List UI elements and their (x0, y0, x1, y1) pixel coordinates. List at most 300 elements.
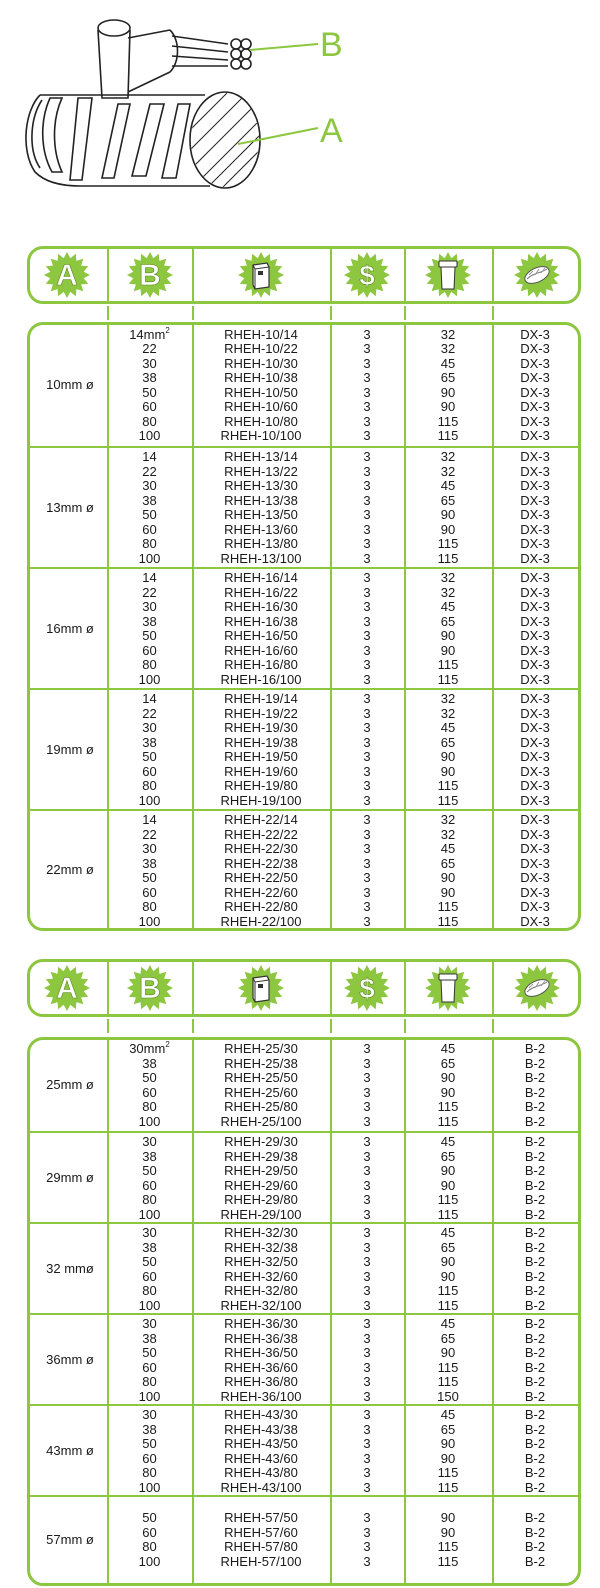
table-cell: DX-3 (520, 812, 550, 827)
table-cell: 45 (440, 841, 456, 856)
quantity-column (404, 1042, 492, 1129)
table-cell: DX-3 (520, 384, 550, 400)
table-cell: 115 (437, 1539, 459, 1554)
table-cell: 30 (142, 478, 157, 493)
part-number-column (192, 813, 330, 929)
table-cell: 30 (142, 1407, 157, 1422)
table-cell: 3 (363, 1316, 371, 1331)
table-cell: RHEH-29/60 (224, 1177, 298, 1193)
table-cell: 22 (142, 341, 157, 356)
table-cell: 3 (363, 1524, 371, 1540)
table-cell: 60 (142, 399, 157, 414)
table-cell: RHEH-36/38 (224, 1330, 298, 1346)
die-column (492, 692, 578, 808)
table-cell: 3 (363, 1283, 371, 1298)
part-number-column (192, 328, 330, 444)
strip-divider (404, 1019, 406, 1033)
table-cell: 3 (363, 1539, 371, 1554)
group-size-label: 25mm ø (46, 1076, 94, 1092)
table-cell: B-2 (524, 1465, 546, 1480)
table-cell: DX-3 (520, 826, 550, 842)
table-cell: 60 (142, 1524, 157, 1540)
pack-column (330, 1317, 404, 1404)
die-column (492, 1042, 578, 1129)
table-cell: B-2 (524, 1436, 546, 1451)
quantity-column (404, 692, 492, 808)
table-body (27, 322, 581, 931)
table-cell: 3 (363, 478, 371, 493)
table-cell: 50 (142, 870, 157, 885)
header-cell (237, 964, 285, 1017)
header-divider (330, 249, 332, 301)
table-cell: B-2 (524, 1359, 546, 1375)
table-cell: 115 (437, 671, 459, 687)
table-cell: 38 (142, 1330, 157, 1346)
table-cell: RHEH-29/30 (224, 1134, 298, 1149)
dollar-badge-icon (343, 964, 391, 1012)
table-cell: B-2 (524, 1225, 546, 1240)
table-cell: 3 (363, 492, 371, 508)
label-b: B (320, 26, 343, 64)
dollar-badge-icon (343, 251, 391, 299)
table-cell: 90 (440, 1450, 456, 1466)
table-cell: 30 (142, 599, 157, 614)
table-cell: 32 (440, 449, 456, 464)
table-cell: DX-3 (520, 599, 550, 614)
table-cell: DX-3 (520, 326, 550, 342)
table-cell: DX-3 (520, 413, 550, 429)
table-cell: B-2 (524, 1055, 546, 1071)
table-cell: RHEH-10/80 (224, 413, 298, 429)
quantity-column (404, 1408, 492, 1495)
table-cell: 38 (142, 1421, 157, 1437)
table-cell: DX-3 (520, 521, 550, 537)
table-cell: RHEH-22/14 (224, 812, 298, 827)
size-group (30, 1404, 578, 1497)
cross-section-column (107, 1226, 192, 1313)
table-cell: 38 (142, 1148, 157, 1164)
header-cell (43, 251, 91, 304)
table-cell: 100 (138, 550, 161, 566)
table-cell: 50 (142, 749, 157, 764)
table-cell: 50 (142, 1070, 157, 1085)
pack-column (330, 571, 404, 687)
quantity-column (404, 1135, 492, 1222)
table-cell: B-2 (524, 1254, 546, 1269)
table-cell: 115 (437, 899, 459, 914)
header-cell (237, 251, 285, 304)
table-cell: RHEH-22/30 (224, 841, 298, 856)
table-cell: 80 (142, 1465, 157, 1480)
table-cell: RHEH-36/100 (220, 1388, 302, 1404)
table-cell: 45 (440, 478, 456, 493)
table-cell: 45 (440, 599, 456, 614)
b-letter-badge-icon (126, 964, 174, 1012)
table-cell: DX-3 (520, 463, 550, 479)
table-cell: 60 (142, 1084, 157, 1100)
table-cell: B-2 (524, 1407, 546, 1422)
table-cell: 100 (138, 671, 161, 687)
header-cell (343, 964, 391, 1017)
table-cell: 115 (437, 1479, 459, 1495)
table-cell: RHEH-43/100 (220, 1479, 302, 1495)
table-cell: 3 (363, 1268, 371, 1284)
table-cell: 90 (440, 1268, 456, 1284)
pack-column (330, 813, 404, 929)
table-cell: 3 (363, 1113, 371, 1129)
a-letter-badge-icon (43, 964, 91, 1012)
table-cell: 30 (142, 720, 157, 735)
table-cell: RHEH-19/60 (224, 763, 298, 779)
table-cell: DX-3 (520, 657, 550, 672)
cross-section-column (107, 1042, 192, 1129)
table-cell: RHEH-57/100 (220, 1553, 302, 1569)
table-cell: RHEH-13/60 (224, 521, 298, 537)
table-cell: 115 (437, 1465, 459, 1480)
table-cell: 115 (437, 1206, 459, 1222)
table-cell: 22 (142, 705, 157, 721)
cross-section-column (107, 571, 192, 687)
table-cell: RHEH-22/22 (224, 826, 298, 842)
table-cell: DX-3 (520, 550, 550, 566)
table-cell: 65 (440, 370, 456, 385)
table-cell: 90 (440, 1070, 456, 1085)
header-cell (126, 251, 174, 304)
table-cell: 3 (363, 1330, 371, 1346)
table-cell: 3 (363, 1553, 371, 1569)
table-cell: B-2 (524, 1177, 546, 1193)
table-cell: 3 (363, 1192, 371, 1207)
header-divider (492, 249, 494, 301)
header-divider (404, 962, 406, 1014)
header-cell (126, 964, 174, 1017)
group-size-label: 32 mmø (46, 1260, 94, 1276)
table-header (27, 959, 581, 1017)
table-cell: 3 (363, 1359, 371, 1375)
table-cell: RHEH-19/22 (224, 705, 298, 721)
table-cell: 3 (363, 1450, 371, 1466)
table-cell: 3 (363, 1163, 371, 1178)
table-cell: RHEH-16/30 (224, 599, 298, 614)
svg-text:$: $ (359, 260, 375, 291)
header-cell (424, 251, 472, 304)
table-cell: RHEH-32/60 (224, 1268, 298, 1284)
header-cell (513, 251, 561, 304)
table-cell: 100 (138, 1388, 161, 1404)
table-cell: 115 (437, 1099, 459, 1114)
table-cell: B-2 (524, 1553, 546, 1569)
table-cell: 3 (363, 749, 371, 764)
table-cell: DX-3 (520, 763, 550, 779)
size-group (30, 1131, 578, 1224)
table-cell: 50 (142, 1254, 157, 1269)
table-cell: DX-3 (520, 399, 550, 414)
table-cell: DX-3 (520, 628, 550, 643)
strip-divider (330, 306, 332, 320)
group-size-label: 19mm ø (46, 741, 94, 757)
table-cell: RHEH-13/80 (224, 536, 298, 551)
table-cell: 3 (363, 1374, 371, 1389)
table-cell: 100 (138, 913, 161, 929)
header-divider (192, 249, 194, 301)
table-cell: 3 (363, 1479, 371, 1495)
cross-section-column (107, 450, 192, 566)
table-cell: RHEH-19/38 (224, 734, 298, 750)
table-cell: RHEH-29/50 (224, 1163, 298, 1178)
table-cell: B-2 (524, 1374, 546, 1389)
strip-divider (492, 1019, 494, 1033)
table-cell: 3 (363, 1099, 371, 1114)
die-column (492, 571, 578, 687)
table-cell: 3 (363, 428, 371, 443)
table-cell: 32 (440, 341, 456, 356)
cross-section-column (107, 692, 192, 808)
table-cell: RHEH-13/22 (224, 463, 298, 479)
table-cell: 32 (440, 705, 456, 721)
table-cell: 90 (440, 521, 456, 537)
table-cell: 3 (363, 1177, 371, 1193)
table-cell: 100 (138, 1113, 161, 1129)
table-cell: RHEH-19/100 (220, 792, 302, 808)
table-cell: 3 (363, 1388, 371, 1404)
strip-divider (192, 306, 194, 320)
size-group (30, 809, 578, 930)
a-letter-badge-icon (43, 251, 91, 299)
table-cell: 3 (363, 599, 371, 614)
table-cell: RHEH-43/30 (224, 1407, 298, 1422)
table-cell: 3 (363, 642, 371, 658)
table-cell: 22 (142, 463, 157, 479)
table-cell: 3 (363, 1345, 371, 1360)
table-cell: 3 (363, 855, 371, 871)
strip-divider (492, 306, 494, 320)
table-cell: 50 (142, 507, 157, 522)
die-column (492, 450, 578, 566)
pack-column (330, 1042, 404, 1129)
table-cell: 3 (363, 1297, 371, 1313)
table-cell: RHEH-13/100 (220, 550, 302, 566)
cross-section-column (107, 1135, 192, 1222)
table-cell: 22 (142, 584, 157, 600)
table-cell: 3 (363, 1239, 371, 1255)
size-group (30, 325, 578, 446)
table-cell: DX-3 (520, 370, 550, 385)
quantity-column (404, 813, 492, 929)
table-cell: 3 (363, 341, 371, 356)
table-cell: 115 (437, 913, 459, 929)
table-cell: 90 (440, 1345, 456, 1360)
table-cell: DX-3 (520, 536, 550, 551)
table-cell: 3 (363, 550, 371, 566)
header-cell (43, 964, 91, 1017)
table-cell: 38 (142, 613, 157, 629)
table-cell: RHEH-19/50 (224, 749, 298, 764)
size-group (30, 1222, 578, 1315)
quantity-column (404, 450, 492, 566)
table-cell: 3 (363, 1041, 371, 1056)
table-cell: DX-3 (520, 870, 550, 885)
table-cell: 60 (142, 884, 157, 900)
table-cell: 60 (142, 1268, 157, 1284)
table-cell: 80 (142, 899, 157, 914)
svg-text:B: B (138, 259, 161, 292)
table-cell: B-2 (524, 1421, 546, 1437)
table-cell: RHEH-19/14 (224, 691, 298, 706)
table-cell: 60 (142, 763, 157, 779)
quantity-column (404, 571, 492, 687)
header-cell (513, 964, 561, 1017)
table-cell: 3 (363, 763, 371, 779)
table-cell: 3 (363, 705, 371, 721)
quantity-column (404, 328, 492, 444)
table-cell: 60 (142, 521, 157, 537)
cross-section-column (107, 1317, 192, 1404)
table-cell: DX-3 (520, 855, 550, 871)
table-cell: 3 (363, 449, 371, 464)
b-letter-badge-icon (126, 251, 174, 299)
size-group (30, 567, 578, 690)
table-cell: 3 (363, 570, 371, 585)
table-cell: 50 (142, 628, 157, 643)
table-cell: 80 (142, 1539, 157, 1554)
table-cell: B-2 (524, 1510, 546, 1525)
table-cell: 65 (440, 492, 456, 508)
part-number-column (192, 1317, 330, 1404)
table-cell: RHEH-25/80 (224, 1099, 298, 1114)
table-cell: 3 (363, 671, 371, 687)
table-cell: RHEH-32/50 (224, 1254, 298, 1269)
table-cell: 3 (363, 1055, 371, 1071)
group-size-label: 36mm ø (46, 1351, 94, 1367)
table-cell: 3 (363, 720, 371, 735)
table-cell: 115 (437, 1359, 459, 1375)
table-cell: DX-3 (520, 507, 550, 522)
container-jar-icon (424, 964, 472, 1012)
cross-section-column (107, 325, 192, 444)
header-divider (107, 249, 109, 301)
table-cell: 3 (363, 870, 371, 885)
table-cell: 100 (138, 1206, 161, 1222)
table-cell: 3 (363, 1436, 371, 1451)
table-cell: 38 (142, 492, 157, 508)
table-cell: 150 (437, 1388, 459, 1404)
table-cell: DX-3 (520, 492, 550, 508)
table-cell: 115 (437, 550, 459, 566)
table-cell: B-2 (524, 1330, 546, 1346)
table-cell: 90 (440, 870, 456, 885)
table-cell: 100 (138, 428, 161, 443)
table-cell: RHEH-57/50 (224, 1510, 298, 1525)
table-cell: 30 (142, 1316, 157, 1331)
table-cell: 115 (437, 413, 459, 429)
table-cell: 3 (363, 1407, 371, 1422)
cable-connector-illustration (0, 0, 600, 230)
table-cell: DX-3 (520, 705, 550, 721)
die-column (492, 1408, 578, 1495)
table-cell: 115 (437, 1113, 459, 1129)
table-cell: 90 (440, 507, 456, 522)
table-cell: 32 (440, 570, 456, 585)
container-jar-icon (424, 251, 472, 299)
table-cell: 32 (440, 463, 456, 479)
table-cell: 60 (142, 642, 157, 658)
pack-column (330, 1226, 404, 1313)
crimp-lug-icon (513, 251, 561, 299)
part-number-column (192, 692, 330, 808)
table-cell: 115 (437, 1297, 459, 1313)
table-cell: 3 (363, 778, 371, 793)
header-divider (330, 962, 332, 1014)
table-cell: RHEH-43/50 (224, 1436, 298, 1451)
table-cell: DX-3 (520, 792, 550, 808)
table-cell: B-2 (524, 1479, 546, 1495)
strip-divider (107, 306, 109, 320)
table-cell: 100 (138, 1297, 161, 1313)
table-cell: 90 (440, 642, 456, 658)
table-cell: RHEH-36/60 (224, 1359, 298, 1375)
table-cell: RHEH-43/60 (224, 1450, 298, 1466)
table-cell: DX-3 (520, 449, 550, 464)
group-size-label: 22mm ø (46, 861, 94, 877)
table-cell: 3 (363, 628, 371, 643)
table-cell: B-2 (524, 1345, 546, 1360)
table-cell: DX-3 (520, 355, 550, 371)
table-cell: B-2 (524, 1134, 546, 1149)
size-group (30, 688, 578, 811)
table-cell: $30mm^2$ (129, 1040, 170, 1056)
table-cell: RHEH-16/14 (224, 570, 298, 585)
table-cell: 90 (440, 884, 456, 900)
part-number-column (192, 1408, 330, 1495)
table-cell: 14 (142, 691, 157, 706)
table-cell: DX-3 (520, 584, 550, 600)
table-cell: 3 (363, 1225, 371, 1240)
box-package-icon (237, 251, 285, 299)
table-cell: 90 (440, 763, 456, 779)
svg-text:A: A (56, 259, 78, 292)
table-cell: B-2 (524, 1297, 546, 1313)
table-cell: RHEH-57/60 (224, 1524, 298, 1540)
table-cell: 3 (363, 536, 371, 551)
table-cell: 50 (142, 1163, 157, 1178)
die-column (492, 1226, 578, 1313)
table-cell: 38 (142, 1055, 157, 1071)
part-number-column (192, 1135, 330, 1222)
table-cell: RHEH-16/60 (224, 642, 298, 658)
table-cell: 3 (363, 463, 371, 479)
table-cell: RHEH-25/30 (224, 1041, 298, 1056)
table-cell: RHEH-43/80 (224, 1465, 298, 1480)
quantity-column (404, 1226, 492, 1313)
part-number-column (192, 1226, 330, 1313)
table-cell: 45 (440, 355, 456, 371)
table-cell: 65 (440, 1330, 456, 1346)
strip-divider (107, 1019, 109, 1033)
table-cell: 3 (363, 1254, 371, 1269)
table-cell: B-2 (524, 1206, 546, 1222)
table-cell: 90 (440, 1084, 456, 1100)
svg-text:A: A (56, 972, 78, 1005)
table-cell: RHEH-32/80 (224, 1283, 298, 1298)
table-cell: RHEH-16/80 (224, 657, 298, 672)
table-cell: B-2 (524, 1239, 546, 1255)
table-cell: RHEH-32/100 (220, 1297, 302, 1313)
table-cell: B-2 (524, 1388, 546, 1404)
table-cell: RHEH-16/100 (220, 671, 302, 687)
table-cell: RHEH-10/30 (224, 355, 298, 371)
table-cell: 90 (440, 399, 456, 414)
table-cell: 3 (363, 657, 371, 672)
